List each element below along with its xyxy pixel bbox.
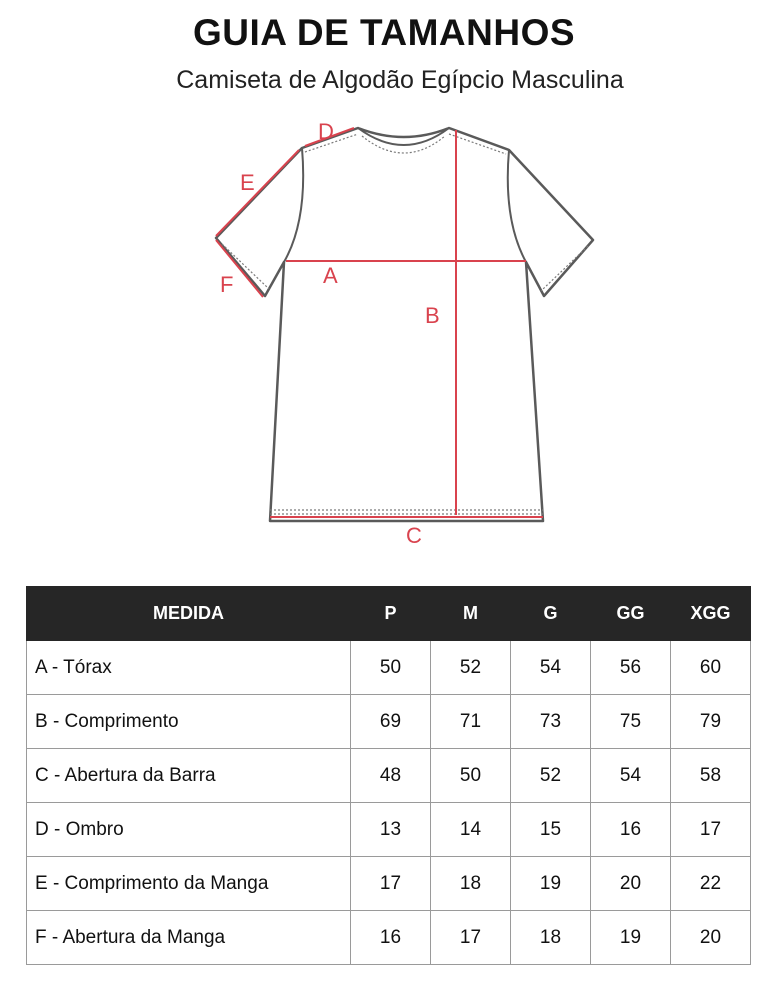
table-cell: 75 <box>591 695 671 749</box>
page-subtitle: Camiseta de Algodão Egípcio Masculina <box>176 66 624 94</box>
table-header-row <box>27 587 751 641</box>
table-cell: 50 <box>431 749 511 803</box>
page-title: GUIA DE TAMANHOS <box>192 12 576 53</box>
table-cell: 54 <box>511 641 591 695</box>
table-cell: 16 <box>591 803 671 857</box>
tshirt-diagram <box>0 110 768 550</box>
table-cell: 17 <box>431 911 511 965</box>
table-row <box>27 803 751 857</box>
table-cell: 52 <box>511 749 591 803</box>
row-label: C - Abertura da Barra <box>27 749 351 803</box>
table-cell: 73 <box>511 695 591 749</box>
table-cell: 54 <box>591 749 671 803</box>
tshirt-svg <box>0 110 768 550</box>
table-row <box>27 857 751 911</box>
table-cell: 48 <box>351 749 431 803</box>
table-cell: 60 <box>671 641 751 695</box>
label-e: E <box>240 170 255 195</box>
row-label: A - Tórax <box>27 641 351 695</box>
row-label: D - Ombro <box>27 803 351 857</box>
label-f: F <box>220 272 234 297</box>
size-table <box>26 586 751 965</box>
table-cell: 19 <box>591 911 671 965</box>
table-cell: 56 <box>591 641 671 695</box>
table-row <box>27 641 751 695</box>
header-measure: MEDIDA <box>27 587 351 641</box>
table-cell: 69 <box>351 695 431 749</box>
label-c: C <box>406 523 422 548</box>
tshirt-outline <box>216 128 593 521</box>
header-size-g: G <box>511 587 591 641</box>
label-a: A <box>323 263 338 288</box>
table-cell: 22 <box>671 857 751 911</box>
table-cell: 17 <box>671 803 751 857</box>
header-size-p: P <box>351 587 431 641</box>
table-cell: 17 <box>351 857 431 911</box>
table-cell: 19 <box>511 857 591 911</box>
header-size-m: M <box>431 587 511 641</box>
table-cell: 58 <box>671 749 751 803</box>
table-cell: 71 <box>431 695 511 749</box>
table-row <box>27 911 751 965</box>
table-cell: 52 <box>431 641 511 695</box>
header-size-gg: GG <box>591 587 671 641</box>
table-cell: 79 <box>671 695 751 749</box>
table-cell: 20 <box>591 857 671 911</box>
table-cell: 13 <box>351 803 431 857</box>
header-size-xgg: XGG <box>671 587 751 641</box>
table-cell: 16 <box>351 911 431 965</box>
label-d: D <box>318 119 334 144</box>
row-label: B - Comprimento <box>27 695 351 749</box>
label-b: B <box>425 303 440 328</box>
table-cell: 50 <box>351 641 431 695</box>
table-cell: 18 <box>511 911 591 965</box>
table-cell: 20 <box>671 911 751 965</box>
row-label: F - Abertura da Manga <box>27 911 351 965</box>
table-cell: 14 <box>431 803 511 857</box>
table-row <box>27 695 751 749</box>
row-label: E - Comprimento da Manga <box>27 857 351 911</box>
table-cell: 15 <box>511 803 591 857</box>
table-cell: 18 <box>431 857 511 911</box>
table-row <box>27 749 751 803</box>
